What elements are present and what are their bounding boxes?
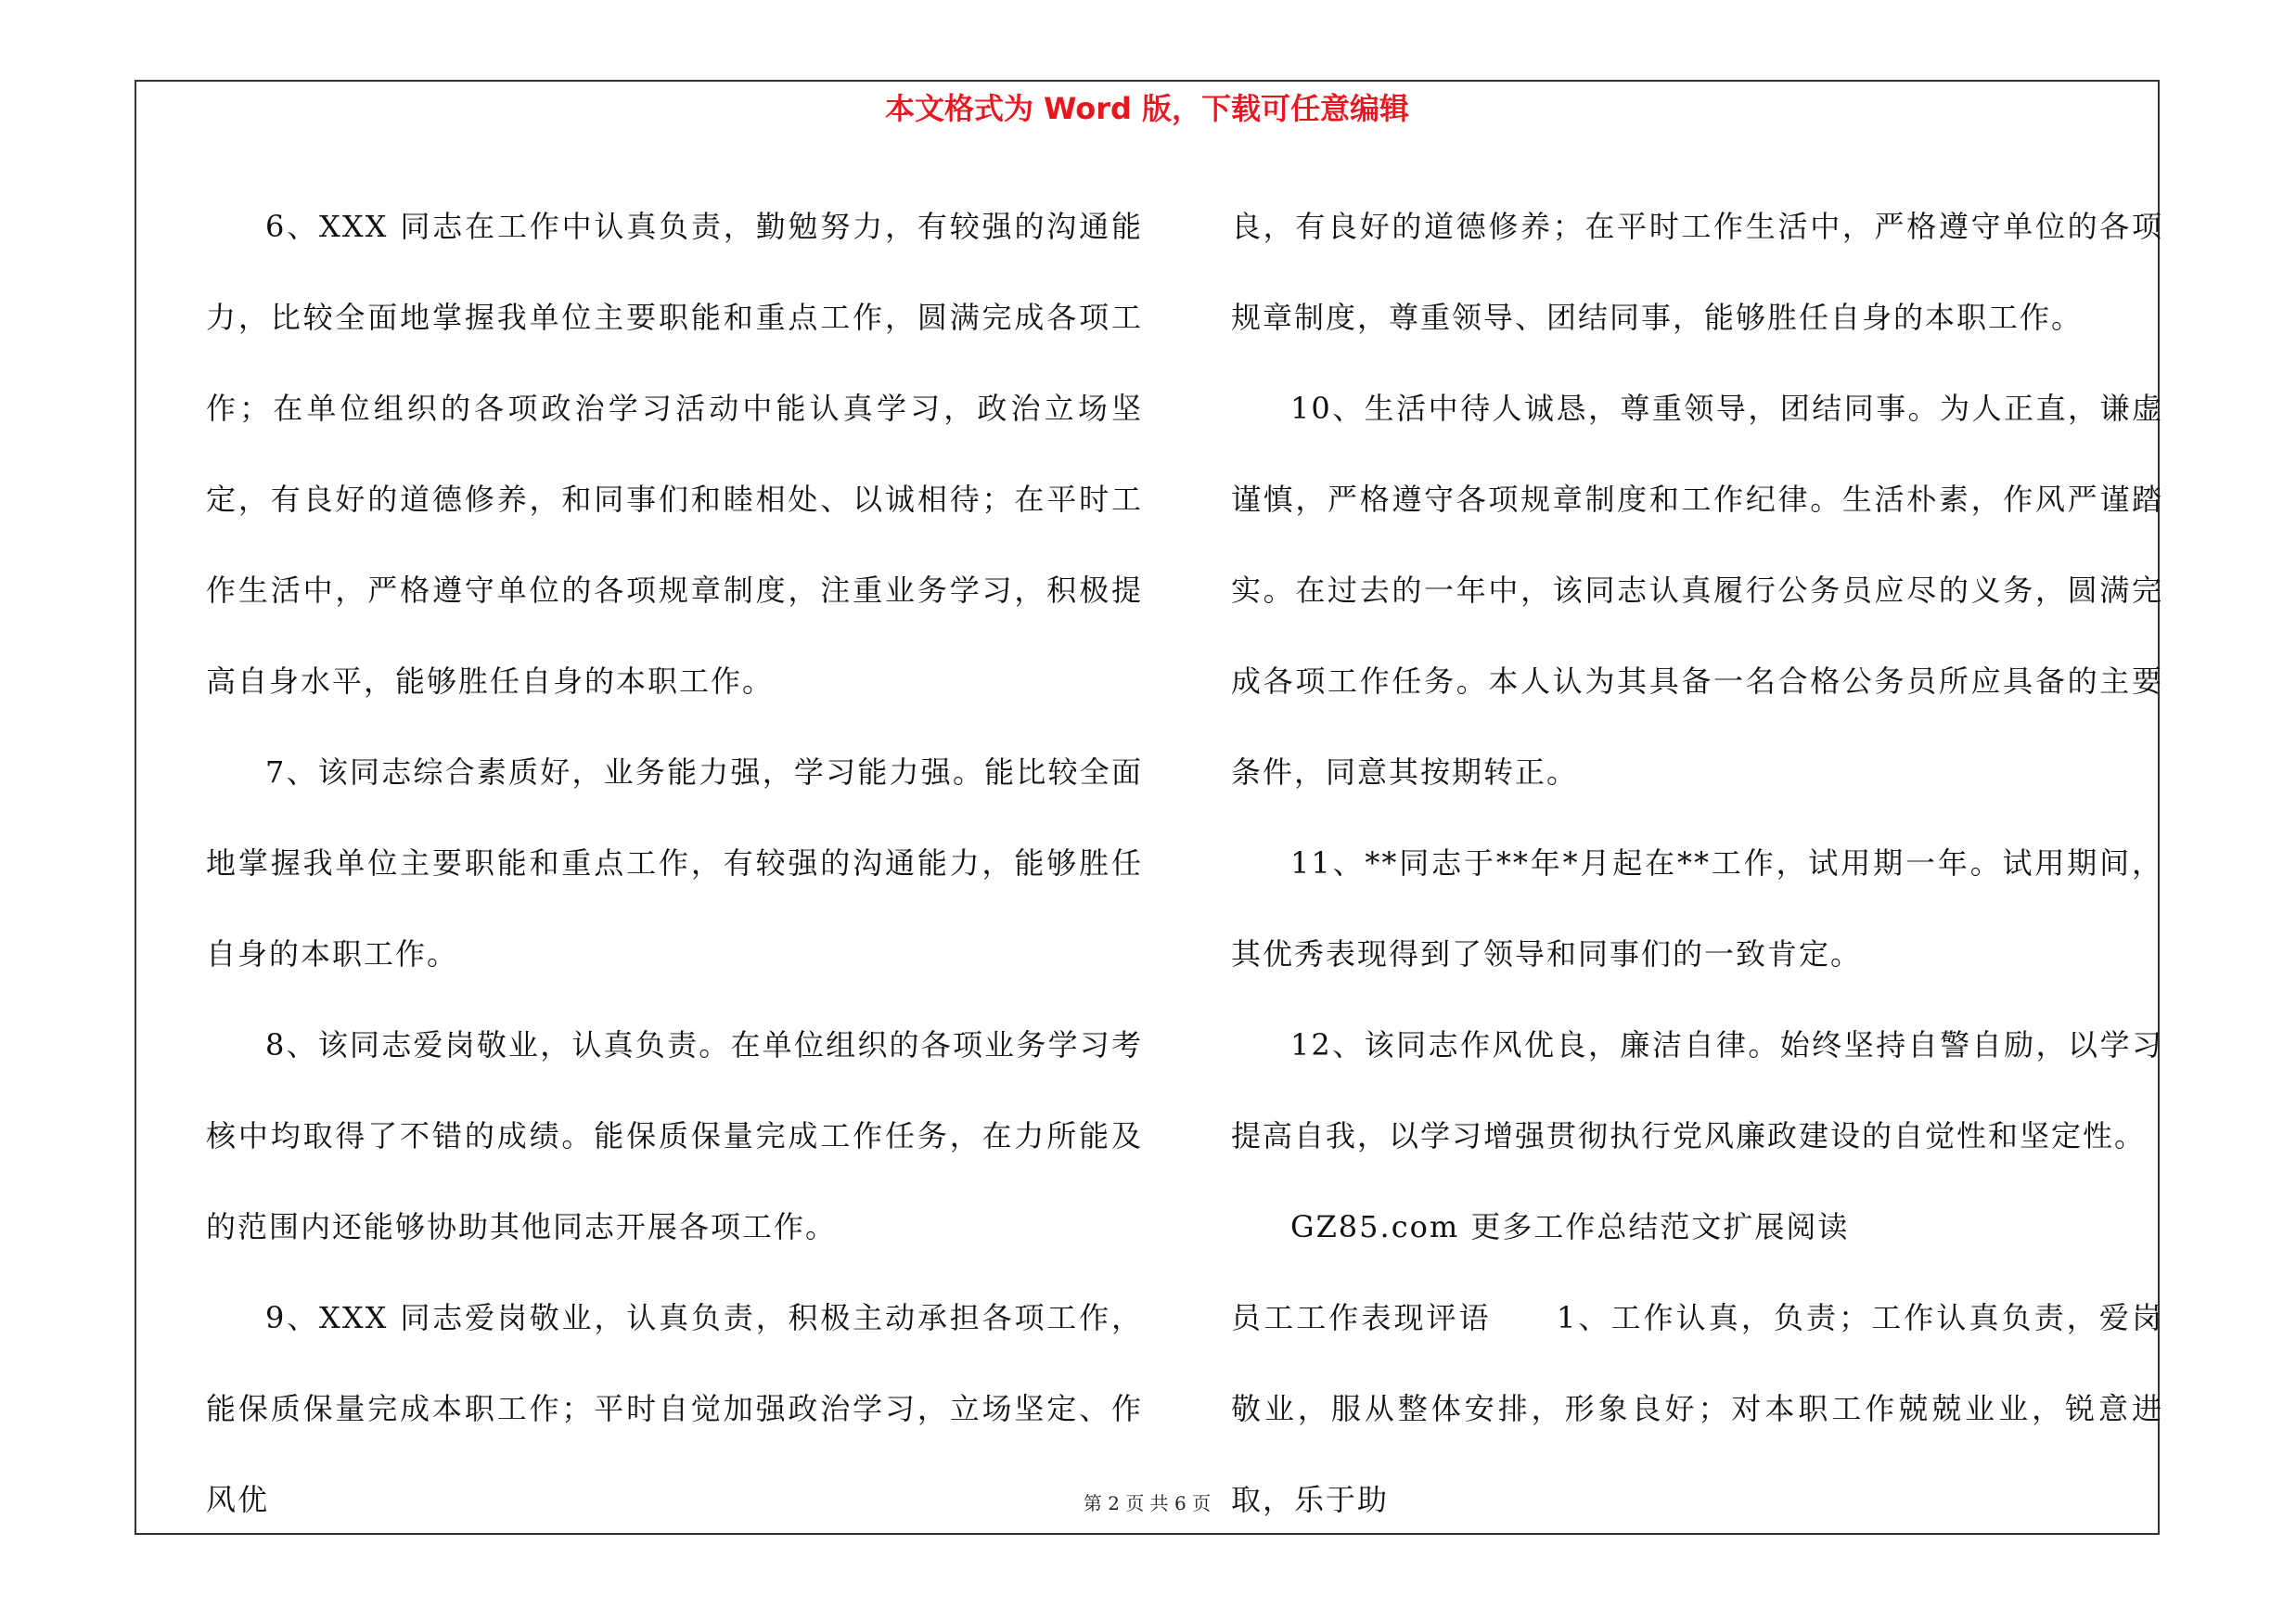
paragraph-6: 6、XXX 同志在工作中认真负责，勤勉努力，有较强的沟通能力，比较全面地掌握我单位主要职能和重点工作，圆满完成各项工作；在单位组织的各项政治学习活动中能认真学习，政治立场坚定，有良好的道德修养，和同事们和睦相处、以诚相待；在平时工作生活中，严格遵守单位的各项规章制度，注重业务学习，积极提高自身水平，能够胜任自身的本职工作。 [206, 209, 1143, 699]
paragraph-9: 9、XXX 同志爱岗敬业，认真负责，积极主动承担各项工作，能保质保量完成本职工作；平时自觉加强政治学习，立场坚定、作风优 [206, 1300, 1143, 1517]
paragraph-9-continued: 良，有良好的道德修养；在平时工作生活中，严格遵守单位的各项规章制度，尊重领导、团结同事，能够胜任自身的本职工作。 [1231, 209, 2163, 335]
more-reading-heading: GZ85.com 更多工作总结范文扩展阅读 [1290, 1209, 1850, 1244]
page-number-footer: 第 2 页 共 6 页 [1083, 1492, 1212, 1514]
right-column [1231, 181, 2163, 1545]
paragraph-10: 10、生活中待人诚恳，尊重领导，团结同事。为人正直，谦虚谨慎，严格遵守各项规章制度和工作纪律。生活朴素，作风严谨踏实。在过去的一年中，该同志认真履行公务员应尽的义务，圆满完成各项工作任务。本人认为其具备一名合格公务员所应具备的主要条件，同意其按期转正。 [1231, 391, 2163, 790]
paragraph-extra: 员工工作表现评语 1、工作认真，负责；工作认真负责，爱岗敬业，服从整体安排，形象良好；对本职工作兢兢业业，锐意进取，乐于助 [1231, 1300, 2163, 1517]
paragraph-12: 12、该同志作风优良，廉洁自律。始终坚持自警自励，以学习提高自我，以学习增强贯彻执行党风廉政建设的自觉性和坚定性。 [1231, 1027, 2163, 1153]
format-banner: 本文格式为 Word 版，下载可任意编辑 [884, 91, 1410, 126]
paragraph-8: 8、该同志爱岗敬业，认真负责。在单位组织的各项业务学习考核中均取得了不错的成绩。能保质保量完成工作任务，在力所能及的范围内还能够协助其他同志开展各项工作。 [206, 1027, 1143, 1244]
paragraph-11: 11、**同志于**年*月起在**工作，试用期一年。试用期间，其优秀表现得到了领导和同事们的一致肯定。 [1231, 845, 2163, 972]
paragraph-7: 7、该同志综合素质好，业务能力强，学习能力强。能比较全面地掌握我单位主要职能和重点工作，有较强的沟通能力，能够胜任自身的本职工作。 [206, 754, 1143, 972]
left-column [206, 181, 1143, 1545]
